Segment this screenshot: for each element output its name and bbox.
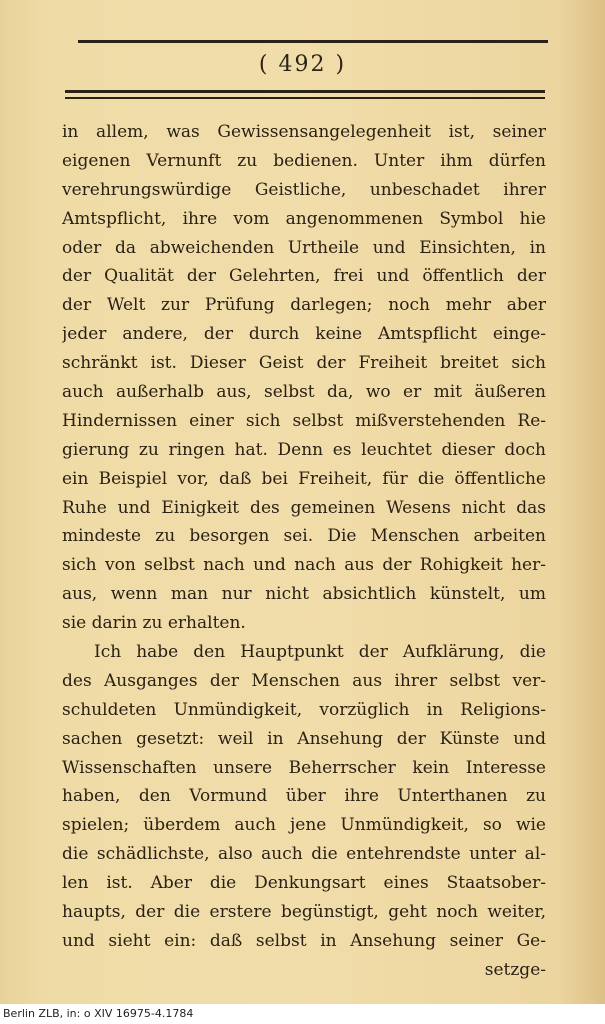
text-line: haben, den Vormund über ihre Unterthanen zu <box>62 786 546 807</box>
text-line: Hindernissen einer sich selbst mißverstehenden Re- <box>62 410 546 431</box>
text-line: und sieht ein: daß selbst in Ansehung seiner Ge- <box>62 930 546 951</box>
catchword: setzge- <box>484 959 546 980</box>
text-line: Ich habe den Hauptpunkt der Aufklärung, die <box>94 642 546 663</box>
text-line: jeder andere, der durch keine Amtspflicht einge- <box>62 324 546 345</box>
text-line: eigenen Vernunft zu bedienen. Unter ihm dürfen <box>62 150 546 171</box>
text-line: ein Beispiel vor, daß bei Freiheit, für die öffentliche <box>62 468 546 489</box>
text-line: haupts, der die erstere begünstigt, geht noch weiter, <box>62 902 546 923</box>
text-line: Wissenschaften unsere Beherrscher kein Interesse <box>62 757 546 778</box>
text-line: der Qualität der Gelehrten, frei und öffentlich der <box>62 266 546 287</box>
text-line: der Welt zur Prüfung darlegen; noch mehr aber <box>62 295 546 316</box>
page-number: ( 492 ) <box>258 52 347 77</box>
text-line: Ruhe und Einigkeit des gemeinen Wesens nicht das <box>62 497 546 518</box>
text-line: verehrungswürdige Geistliche, unbeschadet ihrer <box>62 179 546 200</box>
text-line: schuldeten Unmündigkeit, vorzüglich in Religions- <box>62 699 546 720</box>
text-line: len ist. Aber die Denkungsart eines Staatsober- <box>62 873 546 894</box>
text-line: die schädlichste, also auch die entehrendste unter al- <box>62 844 546 865</box>
footer-bar <box>0 1004 605 1024</box>
header-rule-top <box>78 40 548 43</box>
text-line: in allem, was Gewissensangelegenheit ist, seiner <box>62 122 546 142</box>
header-rule-bottom-thin <box>65 97 545 99</box>
text-line: des Ausganges der Menschen aus ihrer selbst ver- <box>62 670 546 691</box>
text-line: mindeste zu besorgen sei. Die Menschen arbeiten <box>62 526 546 547</box>
body-text <box>62 118 546 985</box>
text-line: Amtspflicht, ihre vom angenommenen Symbol hie <box>62 208 546 229</box>
text-line: aus, wenn man nur nicht absichtlich künstelt, um <box>62 584 546 605</box>
text-line: spielen; überdem auch jene Unmündigkeit, so wie <box>62 815 546 836</box>
library-credit: Berlin ZLB, in: o XIV 16975-4.1784 <box>3 1007 194 1020</box>
text-line: sich von selbst nach und nach aus der Rohigkeit her- <box>62 555 546 576</box>
text-line: sie darin zu erhalten. <box>62 613 246 634</box>
header-rule-bottom <box>65 90 545 93</box>
text-line: gierung zu ringen hat. Denn es leuchtet dieser doch <box>62 439 546 460</box>
text-line: sachen gesetzt: weil in Ansehung der Künste und <box>62 728 546 749</box>
text-line: schränkt ist. Dieser Geist der Freiheit breitet sich <box>62 353 546 374</box>
text-line: auch außerhalb aus, selbst da, wo er mit äußeren <box>62 382 546 403</box>
text-line: oder da abweichenden Urtheile und Einsichten, in <box>62 237 546 258</box>
